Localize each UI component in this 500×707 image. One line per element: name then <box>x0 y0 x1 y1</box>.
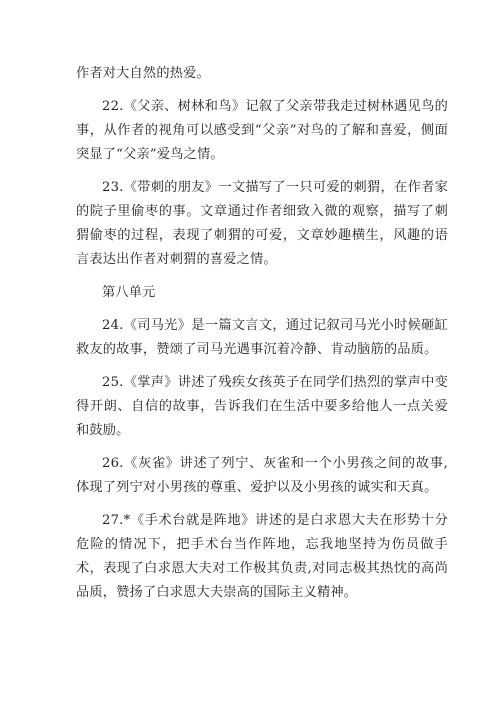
paragraph-27: 27.*《手术台就是阵地》讲述的是白求恩大夫在形势十分危险的情况下，把手术台当作阵地，忘我地坚持为伤员做手术，表现了白求恩大夫对工作极其负责,对同志极其热忱的高尚品质，赞扬了白求恩大夫崇高的国际主义精神。 <box>76 513 448 600</box>
paragraph-24: 24.《司马光》是一篇文言文，通过记叙司马光小时候砸缸救友的故事，赞颂了司马光遇事沉着冷静、肯动脑筋的品质。 <box>76 318 448 357</box>
paragraph-21-continuation: 作者对大自然的热爱。 <box>76 66 210 81</box>
paragraph-22: 22.《父亲、树林和鸟》记叙了父亲带我走过树林遇见鸟的事，从作者的视角可以感受到“父亲”对鸟的了解和喜爱，侧面突显了“父亲”爱鸟之情。 <box>76 99 448 162</box>
paragraph-25: 25.《掌声》讲述了残疾女孩英子在同学们热烈的掌声中变得开朗、自信的故事，告诉我们在生活中要多给他人一点关爱和鼓励。 <box>76 375 448 438</box>
paragraph-26: 26.《灰雀》讲述了列宁、灰雀和一个小男孩之间的故事,体现了列宁对小男孩的尊重、爱护以及小男孩的诚实和天真。 <box>76 456 448 495</box>
paragraph-23: 23.《带刺的朋友》一文描写了一只可爱的刺猬，在作者家的院子里偷枣的事。文章通过作者细致入微的观察，描写了刺猬偷枣的过程，表现了刺猬的可爱，文章妙趣横生，风趣的语言表达出作者对刺猬的喜爱之情。 <box>76 180 448 267</box>
document-body <box>76 62 448 605</box>
unit-heading: 第八单元 <box>102 285 156 300</box>
